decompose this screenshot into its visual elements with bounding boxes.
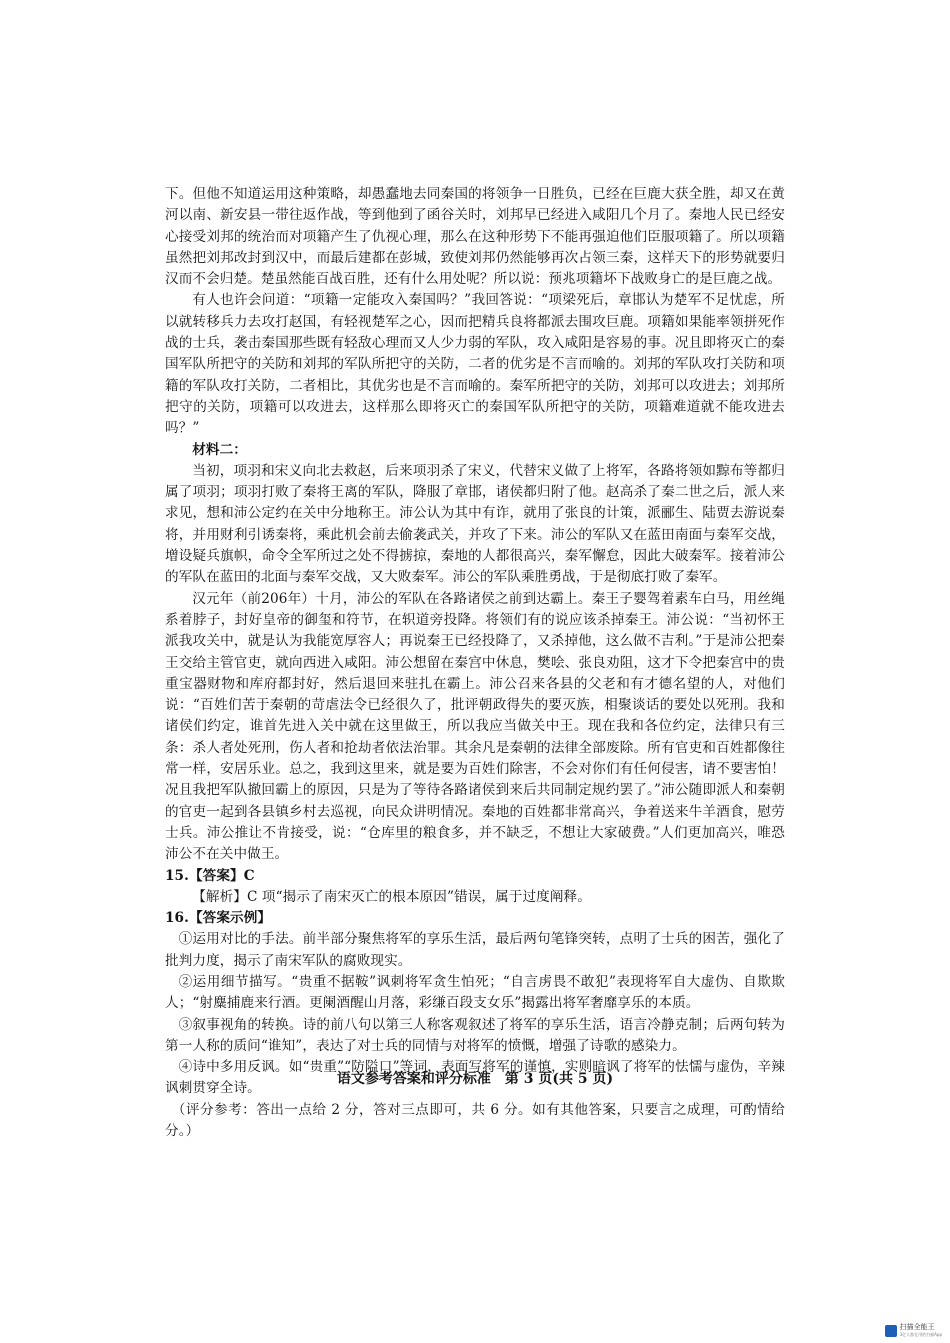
scanner-watermark [885, 1324, 942, 1338]
paragraph: ③叙事视角的转换。诗的前八句以第三人称客观叙述了将军的享乐生活，语言冷静克制；后两句转为第一人称的质问“谁知”，表达了对士兵的同情与对将军的愤慨，增强了诗歌的感染力。 [165, 1016, 785, 1054]
paragraph: ②运用细节描写。“贵重不据鞍”讽刺将军贪生怕死；“自言虏畏不敢犯”表现将军自大虚伪、自欺欺人；“射麋捕鹿来行酒。更阑酒醒山月落，彩缣百段支女乐”揭露出将军奢靡享乐的本质。 [165, 973, 785, 1012]
paragraph: 15.【答案】C [165, 867, 255, 884]
paragraph: 下。但他不知道运用这种策略，却愚蠢地去同秦国的将领争一日胜负，已经在巨鹿大获全胜，却又在黄河以南、新安县一带往返作战，等到他到了函谷关时，刘邦早已经进入咸阳几个月了。秦地人民已经安心接受刘邦的统治而对项籍产生了仇视心理，那么在这种形势下不能再强迫他们臣服项籍了。所以项籍虽然把刘邦改封到汉中，而最后建都在彭城，致使刘邦仍然能够再次占领三秦，这样天下的形势就要归汉而不会归楚。楚虽然能百战百胜，还有什么用处呢？所以说：预兆项籍坏下战败身亡的是巨鹿之战。 [165, 186, 785, 288]
watermark-name: 扫描全能王 [899, 1323, 935, 1331]
paragraph: 【解析】C 项“揭示了南宋灭亡的根本原因”错误，属于过度阐释。 [192, 888, 591, 905]
paragraph: 16.【答案示例】 [165, 910, 272, 927]
paragraph: ①运用对比的手法。前半部分聚焦将军的享乐生活，最后两句笔锋突转，点明了士兵的困苦，强化了批判力度，揭示了南宋军队的腐败现实。 [165, 931, 785, 969]
watermark-text [900, 1324, 942, 1338]
paragraph: 有人也许会问道：“项籍一定能攻入秦国吗？”我回答说：“项梁死后，章邯认为楚军不足忧虑，所以就转移兵力去攻打赵国，有轻视楚军之心，因而把精兵良将都派去围攻巨鹿。项籍如果能率领拼死作战的士兵，袭击秦国那些既有轻敌心理而又人少力弱的军队，攻入咸阳是容易的事。况且即将灭亡的秦国军队所把守的关防和刘邦的军队所把守的关防，二者的优劣是不言而喻的。刘邦的军队攻打关防和项籍的军队攻打关防，二者相比，其优劣也是不言而喻的。秦军所把守的关防，刘邦可以攻进去；刘邦所把守的关防，项籍可以攻进去，这样那么即将灭亡的秦国军队所把守的关防，项籍难道就不能攻进去吗？” [165, 292, 785, 437]
paragraph: 材料二： [192, 441, 247, 458]
answer-text-body [165, 184, 785, 1142]
paragraph: 汉元年（前206年）十月，沛公的军队在各路诸侯之前到达霸上。秦王子婴驾着素车白马，用丝绳系着脖子，封好皇帝的御玺和符节，在轵道旁投降。将领们有的说应该杀掉秦王。沛公说：“当初怀王派我攻关中，就是认为我能宽厚容人；再说秦王已经投降了，又杀掉他，这么做不吉利。”于是沛公把秦王交给主管官吏，就向西进入咸阳。沛公想留在秦宫中休息，樊哙、张良劝阻，这才下令把秦宫中的贵重宝器财物和库府都封好，然后退回来驻扎在霸上。沛公召来各县的父老和有才德名望的人，对他们说：“百姓们苦于秦朝的苛虐法令已经很久了，批评朝政得失的要灭族，相聚谈话的要处以死刑。我和诸侯们约定，谁首先进入关中就在这里做王，所以我应当做关中王。现在我和各位约定，法律只有三条：杀人者处死刑，伤人者和抢劫者依法治罪。其余凡是秦朝的法律全部废除。所有官吏和百姓都像往常一样，安居乐业。总之，我到这里来，就是要为百姓们除害，不会对你们有任何侵害，请不要害怕！况且我把军队撤回霸上的原因，只是为了等待各路诸侯到来后共同制定规约罢了。”沛公随即派人和秦朝的官吏一起到各县镇乡村去巡视，向民众讲明情况。秦地的百姓都非常高兴，争着送来牛羊酒食，慰劳士兵。沛公推让不肯接受，说：“仓库里的粮食多，并不缺乏，不想让大家破费。”人们更加高兴，唯恐沛公不在关中做王。 [165, 590, 785, 863]
watermark-subtitle: 3亿人都在用的扫描App [899, 1332, 942, 1337]
scanner-logo-icon [885, 1325, 897, 1337]
paragraph: ④诗中多用反讽。如“贵重”“防隘口”等词，表面写将军的谨慎，实则暗讽了将军的怯懦与虚伪，辛辣讽刺贯穿全诗。 [165, 1059, 785, 1097]
paragraph: 当初，项羽和宋义向北去救赵，后来项羽杀了宋义，代替宋义做了上将军，各路将领如黥布等都归属了项羽；项羽打败了秦将王离的军队，降服了章邯，诸侯都归附了他。赵高杀了秦二世之后，派人来求见，想和沛公定约在关中分地称王。沛公认为其中有诈，就用了张良的计策，派郦生、陆贾去游说秦将，并用财利引诱秦将，乘此机会前去偷袭武关，并攻了下来。沛公的军队又在蓝田南面与秦军交战，增设疑兵旗帜，命令全军所过之处不得掳掠，秦地的人都很高兴，秦军懈怠，因此大破秦军。接着沛公的军队在蓝田的北面与秦军交战，又大败秦军。沛公的军队乘胜勇战，于是彻底打败了秦军。 [165, 462, 785, 586]
page-footer: 语文参考答案和评分标准 第 3 页(共 5 页) [336, 1071, 614, 1087]
paragraph: （评分参考：答出一点给 2 分，答对三点即可，共 6 分。如有其他答案，只要言之成理，可酌情给分。） [165, 1101, 785, 1140]
